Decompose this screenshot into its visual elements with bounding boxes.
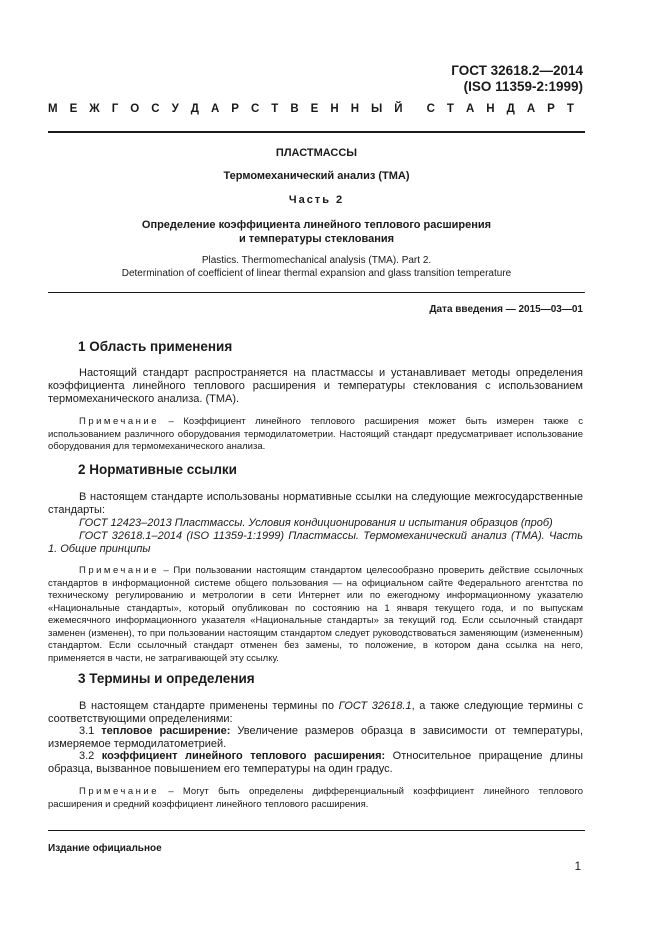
- banner-letter: Т: [566, 103, 574, 115]
- section-1-heading: 1 Область применения: [78, 339, 233, 354]
- banner-letter: В: [290, 103, 299, 115]
- banner-letter: С: [151, 103, 160, 115]
- section-1-note: [48, 416, 583, 454]
- section-2-note: [48, 565, 583, 665]
- banner-letter: Т: [271, 103, 279, 115]
- note-label: Примечание: [79, 565, 159, 576]
- term-definition: Увеличение размеров образца в зависимости от температуры, измеряемое термодилатометрией.: [48, 725, 583, 751]
- banner-letter: Д: [506, 103, 515, 115]
- english-title-line-2: Determination of coefficient of linear thermal expansion and glass transition temperature: [121, 267, 512, 279]
- banner-letter: Н: [486, 103, 495, 115]
- banner-letter: А: [210, 103, 220, 115]
- note-text: – При пользовании настоящим стандартом целесообразно проверить действие ссылочных стандартов в информационной системе общего пользования — на официальном сайте Федерального агентства по техническому регулированию и метрологии в сети Интернет или по ежегодному информационному указателю «Национальные стандарты», который опубликован по состоянию на 1 января текущего года, и по выпускам ежемесячного информационного указателя «Национальные стандарты» за текущий год. Если ссылочный стандарт заменен (изменен), то при пользовании настоящим стандартом следует руководствоваться заменяющим (измененным) стандартом. Если ссылочный стандарт отменен без замены, то положение, в котором дана ссылка на него, применяется в части, не затрагивающей эту ссылку.: [48, 565, 583, 664]
- section-3-text-pre: В настоящем стандарте применены термины по: [79, 700, 339, 712]
- banner-letter: А: [465, 103, 475, 115]
- part-title: [48, 218, 585, 246]
- banner-letter: О: [130, 103, 140, 115]
- header-divider: [48, 131, 585, 133]
- section-3-note: [48, 786, 583, 811]
- section-3-text-post: , а также следующие термины с соответствующими определениями:: [48, 700, 583, 726]
- document-subtitle: Термомеханический анализ (ТМА): [223, 170, 410, 182]
- note-text: – Коэффициент линейного теплового расширения может быть измерен также с использованием различного оборудования термодилатометрии. Настоящий стандарт предусматривает использование оборудования для термомеханического анализа.: [48, 416, 583, 452]
- banner-letter: Е: [310, 103, 319, 115]
- banner-letter: А: [526, 103, 536, 115]
- interstate-standard-banner: [48, 103, 574, 115]
- english-title-line-1: Plastics. Thermomechanical analysis (TMA). Part 2.: [201, 255, 432, 266]
- iso-code: (ISO 11359-2:1999): [463, 79, 583, 94]
- term-3-2: [48, 750, 583, 776]
- official-edition-label: Издание официальное: [48, 843, 162, 854]
- title-divider: [48, 292, 585, 293]
- note-text: – Могут быть определены дифференциальный коэффициент линейного теплового расширения и средний коэффициент линейного теплового расширения.: [48, 786, 583, 810]
- part-title-line-1: Определение коэффициента линейного теплового расширения: [141, 219, 492, 231]
- banner-letter: Г: [111, 103, 119, 115]
- section-3-text: [48, 700, 583, 726]
- term-name: коэффициент линейного теплового расширения:: [101, 750, 386, 762]
- section-2-text: В настоящем стандарте использованы нормативные ссылки на следующие межгосударственные стандарты:: [48, 491, 583, 517]
- standard-designation: [451, 63, 583, 95]
- banner-letter: Ж: [89, 103, 100, 115]
- banner-letter: М: [48, 103, 58, 115]
- footer-divider: [48, 830, 585, 831]
- banner-letter: Д: [190, 103, 199, 115]
- banner-letter: Н: [350, 103, 359, 115]
- note-label: Примечание: [79, 416, 159, 427]
- banner-letter: Р: [547, 103, 555, 115]
- part-title-line-2: и температуры стеклования: [238, 233, 395, 245]
- section-1-text: Настоящий стандарт распространяется на пластмассы и устанавливает методы определения коэффициента линейного теплового расширения и температуры стеклования с использованием термомеханического анализа. (ТМА).: [48, 367, 583, 406]
- reference-gost-12423: ГОСТ 12423–2013 Пластмассы. Условия кондиционирования и испытания образцов (проб): [79, 517, 553, 529]
- english-title: [48, 255, 585, 280]
- document-title: ПЛАСТМАССЫ: [275, 147, 358, 159]
- section-2-heading: 2 Нормативные ссылки: [78, 462, 237, 477]
- banner-letter: С: [426, 103, 435, 115]
- banner-letter: С: [250, 103, 260, 115]
- section-3-text-ref: ГОСТ 32618.1: [338, 700, 412, 712]
- reference-gost-32618-1: ГОСТ 32618.1–2014 (ISO 11359-1:1999) Пластмассы. Термомеханический анализ (ТМА). Часть 1. Общие принципы: [48, 530, 583, 556]
- term-number: 3.1: [79, 725, 102, 737]
- part-number: Часть 2: [288, 194, 345, 206]
- page-number: 1: [574, 861, 581, 873]
- term-3-1: [48, 725, 583, 751]
- term-definition: Относительное приращение длины образца, вызванное повышением его температуры на один градус.: [48, 750, 583, 776]
- banner-letter: Т: [446, 103, 454, 115]
- introduction-date: Дата введения — 2015—03—01: [429, 304, 583, 315]
- banner-letter: Ы: [371, 103, 383, 115]
- banner-letter: Й: [394, 103, 403, 115]
- term-name: тепловое расширение:: [101, 725, 231, 737]
- note-label: Примечание: [79, 786, 159, 797]
- banner-letter: У: [171, 103, 179, 115]
- gost-code: ГОСТ 32618.2—2014: [451, 63, 583, 78]
- banner-letter: Н: [330, 103, 339, 115]
- section-3-heading: 3 Термины и определения: [78, 671, 255, 686]
- term-number: 3.2: [79, 750, 102, 762]
- banner-letter: Е: [69, 103, 78, 115]
- banner-letter: Р: [231, 103, 239, 115]
